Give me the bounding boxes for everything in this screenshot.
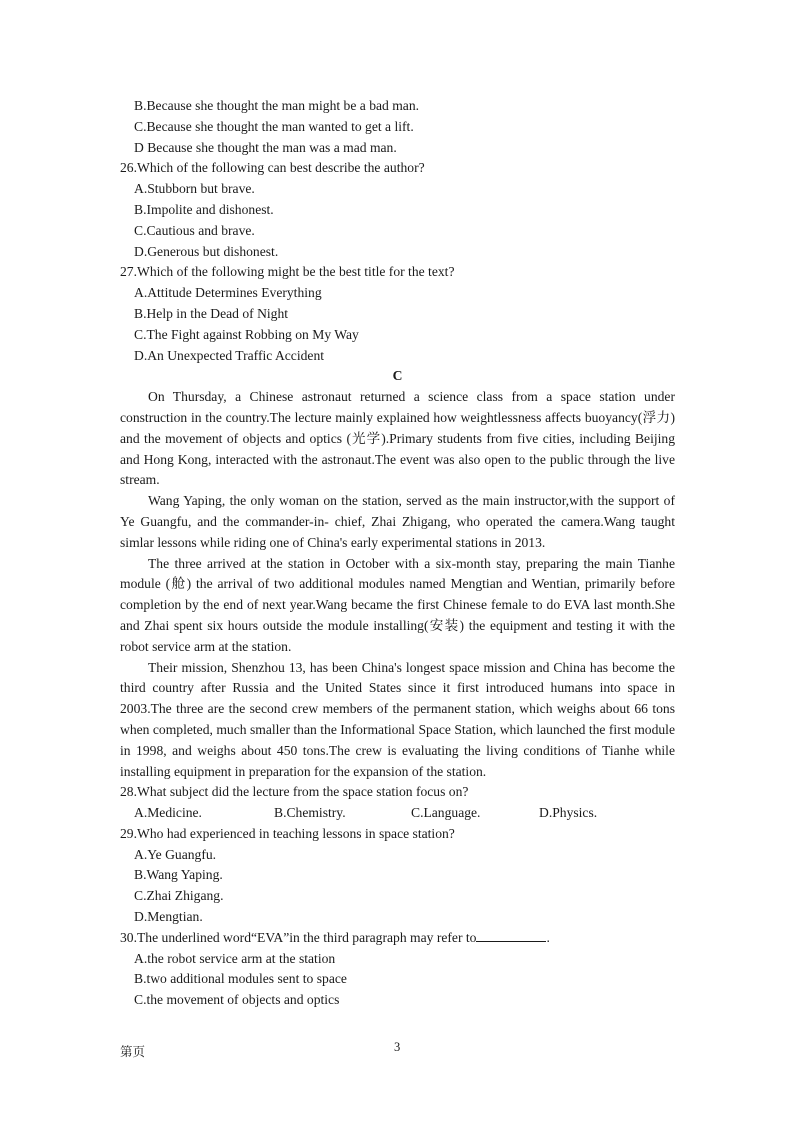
q27-option-b: B.Help in the Dead of Night: [134, 305, 289, 321]
q29-stem: 29.Who had experienced in teaching lessons in space station?: [120, 825, 455, 841]
q25-option-c: C.Because she thought the man wanted to get a lift.: [134, 118, 414, 134]
q28-stem: 28.What subject did the lecture from the space station focus on?: [120, 784, 469, 800]
footer-page-number: 3: [394, 1040, 401, 1054]
q25-option-b: B.Because she thought the man might be a bad man.: [134, 98, 420, 113]
q29-option-a: A.Ye Guangfu.: [134, 846, 217, 862]
q26-option-a: A.Stubborn but brave.: [134, 181, 255, 197]
q30-option-b: B.two additional modules sent to space: [134, 971, 347, 987]
q28-options: [120, 803, 675, 824]
passage-paragraph-3: The three arrived at the station in October with a six-month stay, preparing the main Tianhe module (舱) the arrival of two additional modules named Mengtian and Wentian, primarily before completion by the end of next year.Wang became the first Chinese female to do EVA last month.She and Zhai spent six hours outside the module installing(安装) the equipment and testing it with the robot service arm at the station.: [120, 555, 675, 654]
q28-option-d: D.Physics.: [539, 805, 598, 821]
q26-stem: 26.Which of the following can best describe the author?: [120, 160, 425, 176]
q27-option-a: A.Attitude Determines Everything: [134, 285, 322, 301]
q26-option-b: B.Impolite and dishonest.: [134, 201, 274, 217]
q27-option-c: C.The Fight against Robbing on My Way: [134, 326, 359, 342]
q29-option-c: C.Zhai Zhigang.: [134, 888, 224, 904]
q26-option-d: D.Generous but dishonest.: [134, 243, 279, 259]
q30-stem: [120, 928, 675, 949]
q26-option-c: C.Cautious and brave.: [134, 222, 255, 238]
q29-option-b: B.Wang Yaping.: [134, 867, 223, 883]
q28-option-a: A.Medicine.: [134, 805, 202, 821]
q30-option-c: C.the movement of objects and optics: [134, 992, 340, 1008]
q25-option-d: D Because she thought the man was a mad man.: [134, 139, 397, 155]
page-content: [120, 96, 675, 1011]
q28-option-c: C.Language.: [411, 805, 481, 821]
passage-paragraph-4: Their mission, Shenzhou 13, has been China's longest space mission and China has become the third country after Russia and the United States since it first introduced humans into space in 2003.The three are the second crew members of the permanent station, which weighs about 66 tons when completed, much smaller than the Informational Space Station, which launched the first module in 1998, and weighs about 450 tons.The crew is evaluating the living conditions of Tianhe while installing equipment in preparation for the expansion of the station.: [120, 659, 675, 779]
footer-page-label: 第页: [120, 1044, 146, 1059]
q27-stem: 27.Which of the following might be the best title for the text?: [120, 264, 455, 280]
q29-option-d: D.Mengtian.: [134, 909, 203, 925]
q30-stem-text: 30.The underlined word“EVA”in the third paragraph may refer to: [120, 929, 477, 945]
q30-stem-period: .: [546, 929, 550, 945]
q28-option-b: B.Chemistry.: [274, 805, 346, 821]
passage-paragraph-1: On Thursday, a Chinese astronaut returned a science class from a space station under construction in the country.The lecture mainly explained how weightlessness affects buoyancy(浮力) and the movement of objects and optics (光学).Primary students from five cities, including Beijing and Hong Kong, interacted with the astronaut.The event was also open to the public through the live stream.: [120, 389, 675, 488]
section-c-heading: C: [392, 368, 403, 384]
q27-option-d: D.An Unexpected Traffic Accident: [134, 347, 325, 363]
passage-paragraph-2: Wang Yaping, the only woman on the station, served as the main instructor,with the support of Ye Guangfu, and the commander-in- chief, Zhai Zhigang, who operated the camera.Wang taught simlar lessons while riding one of China's early experimental stations in 2013.: [120, 493, 675, 550]
q30-option-a: A.the robot service arm at the station: [134, 950, 336, 966]
answer-blank: [476, 928, 546, 942]
